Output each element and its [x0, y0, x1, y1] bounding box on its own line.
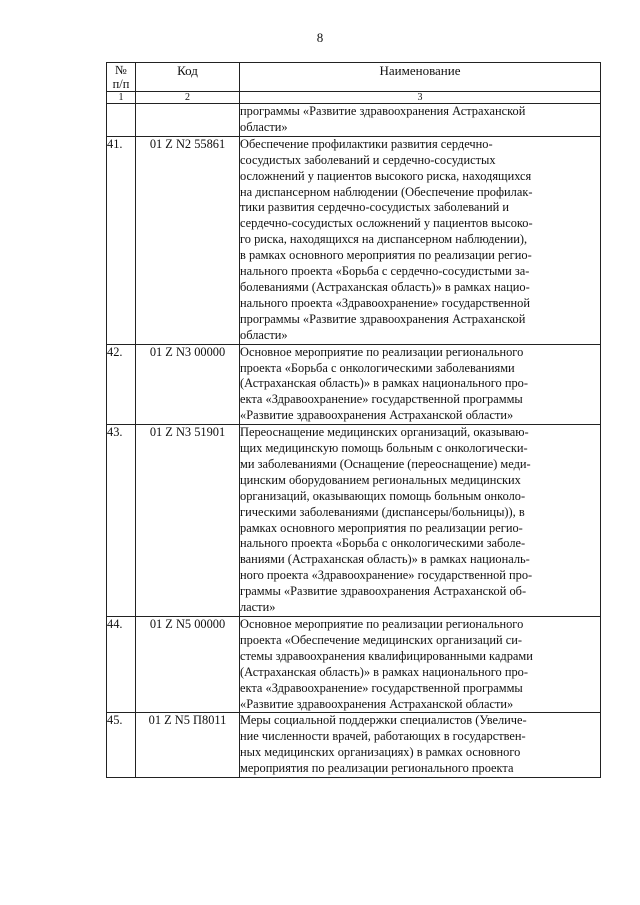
row-name — [240, 425, 601, 617]
header-number-line1: № — [115, 63, 127, 77]
row-number: 42. — [107, 344, 136, 425]
name-line: ваниями (Астраханская область)» в рамках националь- — [240, 552, 530, 567]
name-line: осложнений у пациентов высокого риска, находящихся — [240, 168, 532, 183]
name-line: граммы «Развитие здравоохранения Астраханской об- — [240, 584, 527, 599]
name-line: нального проекта «Здравоохранение» государственной — [240, 295, 530, 310]
name-line: на диспансерном наблюдении (Обеспечение профилак- — [240, 184, 533, 199]
row-code: 01 Z N3 00000 — [136, 344, 240, 425]
index-cell: 2 — [136, 92, 240, 104]
name-line: сосудистых заболеваний и сердечно-сосудистых — [240, 152, 496, 167]
name-line: ных медицинских организациях) в рамках основного — [240, 745, 521, 760]
name-line: ласти» — [240, 600, 276, 615]
name-line: «Развитие здравоохранения Астраханской области» — [240, 696, 514, 711]
index-cell: 1 — [107, 92, 136, 104]
name-line: болеваниями (Астраханская область)» в рамках нацио- — [240, 279, 530, 294]
name-line: нального проекта «Борьба с онкологическими заболе- — [240, 536, 526, 551]
name-line: (Астраханская область)» в рамках национального про- — [240, 376, 528, 391]
name-line: программы «Развитие здравоохранения Астраханской — [240, 104, 526, 118]
name-line: области» — [240, 119, 288, 134]
name-line: Основное мероприятие по реализации регионального — [240, 344, 524, 359]
name-line: екта «Здравоохранение» государственной программы — [240, 392, 523, 407]
row-name — [240, 104, 601, 137]
name-line: рамках основного мероприятия по реализации регио- — [240, 520, 523, 535]
name-line: мероприятия по реализации регионального проекта — [240, 761, 514, 776]
name-line: ного проекта «Здравоохранение» государственной про- — [240, 568, 533, 583]
row-code: 01 Z N2 55861 — [136, 136, 240, 344]
row-name — [240, 713, 601, 778]
name-line: ние численности врачей, работающих в государствен- — [240, 729, 526, 744]
header-code: Код — [136, 63, 240, 92]
name-line: Меры социальной поддержки специалистов (Увеличе- — [240, 713, 527, 728]
index-cell: 3 — [240, 92, 601, 104]
row-code — [136, 104, 240, 137]
table-row — [107, 425, 601, 617]
name-line: Переоснащение медицинских организаций, оказываю- — [240, 425, 529, 440]
index-row — [107, 92, 601, 104]
name-line: ми заболеваниями (Оснащение (переоснащение) меди- — [240, 456, 531, 471]
name-line: Основное мероприятие по реализации регионального — [240, 617, 524, 631]
name-line: го риска, находящихся на диспансерном наблюдении), — [240, 232, 528, 247]
name-line: гическими заболеваниями (диспансеры/больницы)), в — [240, 504, 525, 519]
row-code: 01 Z N3 51901 — [136, 425, 240, 617]
row-number: 41. — [107, 136, 136, 344]
row-number — [107, 104, 136, 137]
name-line: в рамках основного мероприятия по реализации регио- — [240, 248, 532, 263]
name-line: проекта «Обеспечение медицинских организаций си- — [240, 632, 523, 647]
name-line: щих медицинскую помощь больным с онкологически- — [240, 441, 528, 456]
row-name — [240, 136, 601, 344]
name-line: (Астраханская область)» в рамках национального про- — [240, 664, 528, 679]
table-row — [107, 617, 601, 713]
name-line: цинским оборудованием региональных медицинских — [240, 472, 521, 487]
name-line: стемы здравоохранения квалифицированными кадрами — [240, 648, 533, 663]
name-line: области» — [240, 327, 288, 342]
table-row — [107, 136, 601, 344]
row-code: 01 Z N5 П8011 — [136, 713, 240, 778]
name-line: Обеспечение профилактики развития сердечно- — [240, 136, 493, 151]
name-line: екта «Здравоохранение» государственной программы — [240, 680, 523, 695]
name-line: нального проекта «Борьба с сердечно-сосудистыми за- — [240, 264, 530, 279]
row-name — [240, 617, 601, 713]
header-name: Наименование — [240, 63, 601, 92]
row-code: 01 Z N5 00000 — [136, 617, 240, 713]
name-line: «Развитие здравоохранения Астраханской области» — [240, 408, 514, 423]
table-row — [107, 344, 601, 425]
row-number: 45. — [107, 713, 136, 778]
header-row — [107, 63, 601, 92]
name-line: проекта «Борьба с онкологическими заболеваниями — [240, 360, 515, 375]
name-line: сердечно-сосудистых осложнений у пациентов высоко- — [240, 216, 533, 231]
name-line: тики развития сердечно-сосудистых заболеваний и — [240, 200, 510, 215]
row-number: 44. — [107, 617, 136, 713]
row-number: 43. — [107, 425, 136, 617]
codes-table — [106, 62, 601, 778]
table-row — [107, 713, 601, 778]
header-number — [107, 63, 136, 92]
continuation-row — [107, 104, 601, 137]
page-number: 8 — [316, 30, 324, 45]
header-number-line2: п/п — [112, 77, 130, 91]
row-name — [240, 344, 601, 425]
name-line: организаций, оказывающих помощь больным онколо- — [240, 488, 526, 503]
name-line: программы «Развитие здравоохранения Астраханской — [240, 311, 526, 326]
